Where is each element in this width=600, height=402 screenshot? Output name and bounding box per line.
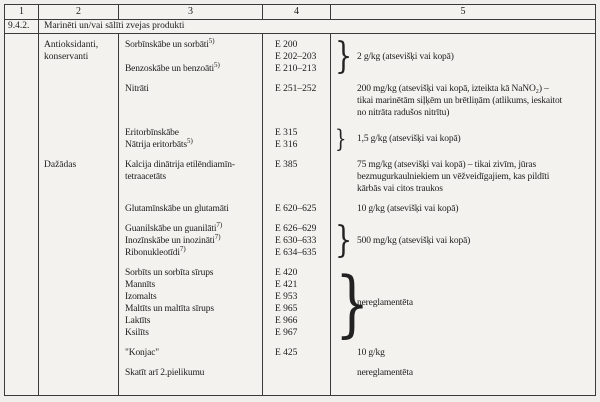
table-row	[119, 303, 331, 315]
column-header-4: 4	[263, 5, 331, 19]
names-and-codes	[119, 203, 331, 215]
group-brace-icon: }	[335, 261, 370, 345]
names-and-codes	[119, 159, 331, 195]
additive-name-cell	[119, 367, 263, 379]
category-cell	[39, 159, 119, 195]
category-label: Antioksidanti,	[44, 40, 99, 50]
e-number: E 965	[275, 304, 298, 314]
additive-name: Sorbīnskābe un sorbāti$^{5)}$	[125, 36, 215, 50]
limit-text-block	[357, 203, 458, 215]
limit-text: 500 mg/kg (atsevišķi vai kopā)	[357, 236, 471, 246]
limit-text-block	[357, 51, 454, 63]
table-row	[119, 136, 331, 151]
additive-name-cell	[119, 347, 263, 359]
table-row	[119, 159, 331, 183]
category-cell	[39, 83, 119, 119]
column-header-1: 1	[5, 5, 39, 19]
additive-name-cell	[119, 83, 263, 95]
limit-text: 2 g/kg (atsevišķi vai kopā)	[357, 52, 454, 62]
table-row	[119, 315, 331, 327]
table-row	[119, 267, 331, 279]
additive-name: Inozīnskābe un inozināti$^{7)}$	[125, 232, 221, 246]
e-number-cell	[263, 327, 331, 339]
table-row	[119, 220, 331, 235]
table-row	[119, 127, 331, 139]
additive-name-cell	[119, 136, 263, 151]
limit-text-block	[357, 83, 562, 119]
additive-name-cell	[119, 327, 263, 339]
section-number-cell	[5, 39, 39, 75]
category-cell	[39, 39, 119, 75]
additive-group	[5, 347, 595, 359]
category-label: Dažādas	[44, 160, 77, 170]
additive-name-cell	[119, 244, 263, 259]
table-body	[5, 34, 595, 395]
names-and-codes	[119, 367, 331, 379]
e-number-cell	[263, 139, 331, 151]
section-number-cell	[5, 267, 39, 339]
e-number-cell	[263, 279, 331, 291]
e-number-cell	[263, 267, 331, 279]
additive-name-cell	[119, 279, 263, 291]
e-number: E 630–633	[275, 236, 317, 246]
table-row	[119, 279, 331, 291]
e-number: E 200	[275, 40, 298, 50]
additive-name: Mannīts	[125, 280, 156, 290]
section-number-cell	[5, 203, 39, 215]
limit-text: 1,5 g/kg (atsevišķi vai kopā)	[357, 134, 461, 144]
limit-text: 10 g/kg	[357, 348, 385, 358]
additive-name: Nātrija eritorbāts$^{5)}$	[125, 136, 193, 150]
category-cell	[39, 347, 119, 359]
table-row	[119, 327, 331, 339]
section-number-cell	[5, 347, 39, 359]
names-and-codes	[119, 36, 331, 75]
limit-text: tikai marinētām siļķēm un brētliņām (atlikums, ieskaitot	[357, 96, 563, 106]
e-number: E 634–635	[275, 248, 317, 258]
e-number: E 421	[275, 280, 298, 290]
limit-text: nereglamentēta	[357, 298, 413, 308]
e-number: E 385	[275, 160, 298, 170]
e-number-cell	[263, 159, 331, 183]
limit-text-block	[357, 133, 461, 145]
e-number: E 210–213	[275, 64, 317, 74]
e-number-cell	[263, 235, 331, 247]
limit-cell	[331, 220, 595, 261]
additive-name: Guanilskābe un guanilāti$^{7)}$	[125, 220, 223, 234]
column-header-row	[5, 5, 595, 20]
limit-text-block	[357, 235, 470, 247]
additive-name: Laktīts	[125, 316, 151, 326]
e-number-cell	[263, 291, 331, 303]
table-row	[119, 367, 331, 379]
additive-name: Ksilīts	[125, 328, 149, 338]
group-brace-icon: }	[335, 220, 353, 261]
e-number-cell	[263, 367, 331, 379]
additive-name-cell	[119, 315, 263, 327]
limit-text: nereglamentēta	[357, 368, 413, 378]
limit-cell	[331, 36, 595, 77]
limit-text: 200 mg/kg (atsevišķi vai kopā, izteikta kā NaNO₂) –	[357, 84, 549, 94]
footnote-marker: 5)	[208, 36, 215, 45]
e-number-cell	[263, 39, 331, 63]
limit-text: 10 g/kg (atsevišķi vai kopā)	[357, 204, 459, 214]
limit-text: no nitrāta radušos nitrītu)	[357, 108, 450, 118]
footnote-marker: 5)	[214, 60, 220, 69]
limit-text-block	[357, 347, 385, 359]
limit-cell	[331, 347, 595, 359]
section-title: Marinēti un/vai sālīti zvejas produkti	[44, 21, 185, 31]
additive-name: Sorbīts un sorbīta sīrups	[125, 268, 214, 278]
e-number-cell	[263, 63, 331, 75]
limit-cell	[331, 367, 595, 379]
limit-text-block	[357, 159, 549, 195]
e-number-cell	[263, 247, 331, 259]
category-cell	[39, 367, 119, 379]
limit-cell	[331, 127, 595, 151]
footnote-marker: 7)	[214, 232, 221, 241]
category-cell	[39, 203, 119, 215]
e-number: E 966	[275, 316, 298, 326]
column-header-5: 5	[460, 6, 466, 17]
names-and-codes	[119, 267, 331, 339]
limit-cell	[331, 203, 595, 215]
additives-table	[4, 4, 596, 396]
limit-text: kārbās vai citos traukos	[357, 184, 443, 194]
limit-cell	[331, 83, 595, 119]
names-and-codes	[119, 83, 331, 119]
column-header-3: 3	[119, 5, 263, 19]
additive-name: Glutamīnskābe un glutamāti	[125, 204, 229, 214]
table-row	[119, 203, 331, 215]
e-number: E 202–203	[275, 52, 317, 62]
additive-name-cell	[119, 220, 263, 235]
additive-name-cell	[119, 203, 263, 215]
table-row	[119, 291, 331, 303]
additive-name: Izomalts	[125, 292, 157, 302]
table-row	[119, 232, 331, 247]
additive-name: Maltīts un maltīta sīrups	[125, 304, 214, 314]
e-number-cell	[263, 203, 331, 215]
column-header-2: 2	[39, 5, 119, 19]
section-number-cell	[5, 223, 39, 259]
names-and-codes	[119, 127, 331, 151]
section-number-cell	[5, 127, 39, 151]
additive-group	[5, 36, 595, 77]
section-number-cell	[5, 159, 39, 195]
e-number: E 315	[275, 128, 298, 138]
section-row	[5, 20, 595, 34]
limit-text: 75 mg/kg (atsevišķi vai kopā) – tikai zivīm, jūras	[357, 160, 537, 170]
additive-name: Skatīt arī 2.pielikumu	[125, 368, 205, 378]
e-number: E 626–629	[275, 224, 317, 234]
additive-group	[5, 220, 595, 261]
additive-name-cell	[119, 60, 263, 75]
additive-name: tetraacetāts	[125, 172, 166, 182]
group-brace-icon: }	[335, 36, 353, 77]
e-number: E 620–625	[275, 204, 317, 214]
additive-name: Eritorbīnskābe	[125, 128, 179, 138]
e-number: E 420	[275, 268, 298, 278]
section-number-cell	[5, 367, 39, 379]
e-number: E 953	[275, 292, 298, 302]
limit-text: bezmugurkaulniekiem un vēžveidīgajiem, kas pildīti	[357, 172, 550, 182]
category-cell	[39, 223, 119, 259]
e-number-cell	[263, 127, 331, 139]
additive-group	[5, 159, 595, 195]
additive-name: Ribonukleotīdi$^{7)}$	[125, 244, 186, 258]
additive-group	[5, 127, 595, 151]
additive-name-cell	[119, 267, 263, 279]
e-number: E 967	[275, 328, 298, 338]
names-and-codes	[119, 220, 331, 259]
e-number-cell	[263, 347, 331, 359]
additive-name-cell	[119, 291, 263, 303]
footnote-marker: 5)	[186, 136, 193, 145]
limit-text-block	[357, 367, 413, 379]
limit-cell	[331, 159, 595, 195]
e-number: E 425	[275, 348, 298, 358]
additive-group	[5, 261, 595, 345]
additive-name: "Konjac"	[125, 348, 159, 358]
additive-group	[5, 203, 595, 215]
category-cell	[39, 127, 119, 151]
names-and-codes	[119, 347, 331, 359]
group-brace-icon: }	[335, 125, 347, 153]
additive-name: Kalcija dinātrija etilēndiamīn-	[125, 160, 235, 170]
additive-name-cell	[119, 159, 263, 183]
e-number: E 251–252	[275, 84, 317, 94]
table-row	[119, 83, 331, 95]
additive-group	[5, 83, 595, 119]
table-row	[119, 60, 331, 75]
e-number-cell	[263, 303, 331, 315]
additive-name: Nitrāti	[125, 84, 149, 94]
additive-group	[5, 367, 595, 379]
table-row	[119, 347, 331, 359]
section-number-cell	[5, 83, 39, 119]
limit-cell	[331, 261, 595, 345]
e-number-cell	[263, 315, 331, 327]
additive-name-cell	[119, 36, 263, 63]
footnote-marker: 7)	[216, 220, 223, 229]
additive-name-cell	[119, 232, 263, 247]
additive-name: Benzoskābe un benzoāti$^{5)}$	[125, 60, 220, 74]
e-number-cell	[263, 83, 331, 95]
e-number: E 316	[275, 140, 298, 150]
category-label: konservanti	[44, 52, 89, 62]
table-row	[119, 36, 331, 63]
section-code: 9.4.2.	[5, 20, 39, 33]
additive-name-cell	[119, 303, 263, 315]
table-row	[119, 244, 331, 259]
footnote-marker: 7)	[179, 244, 186, 253]
e-number-cell	[263, 223, 331, 235]
category-cell	[39, 267, 119, 339]
